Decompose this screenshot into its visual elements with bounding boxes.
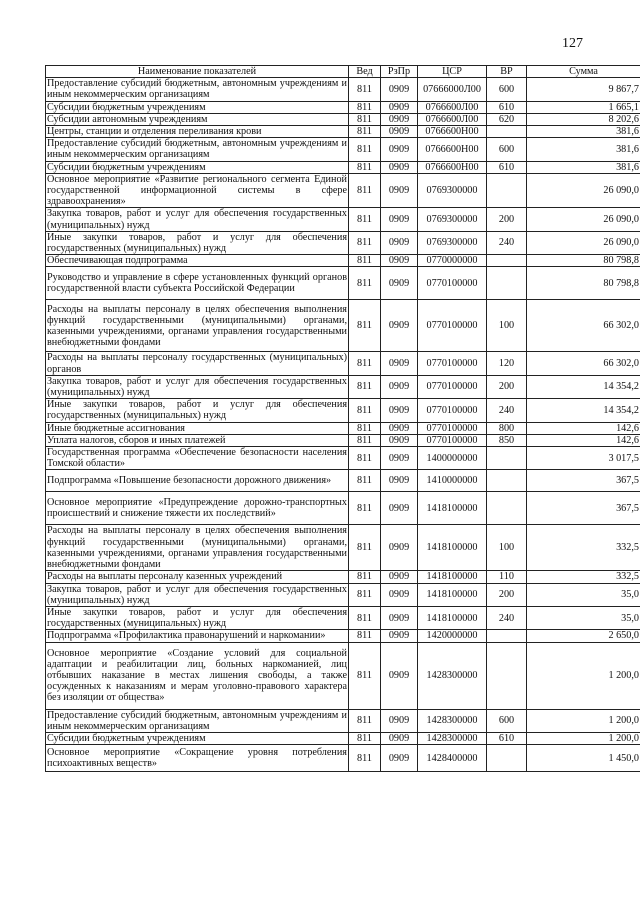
row-sum: 80 798,8 bbox=[527, 255, 640, 267]
table-row bbox=[46, 470, 640, 492]
header-vr: ВР bbox=[487, 66, 527, 78]
table-row bbox=[46, 173, 640, 208]
row-csr: 1400000000 bbox=[418, 447, 487, 470]
row-ved: 811 bbox=[349, 173, 381, 208]
row-vr: 200 bbox=[487, 375, 527, 398]
row-name: Обеспечивающая подпрограмма bbox=[46, 255, 349, 267]
row-sum: 35,0 bbox=[527, 606, 640, 629]
row-rzpr: 0909 bbox=[381, 642, 418, 709]
row-rzpr: 0909 bbox=[381, 399, 418, 422]
table-row bbox=[46, 732, 640, 744]
row-name: Основное мероприятие «Предупреждение дорожно-транспортных происшествий и снижение тяжести их последствий» bbox=[46, 492, 349, 525]
row-sum: 8 202,6 bbox=[527, 113, 640, 125]
row-ved: 811 bbox=[349, 447, 381, 470]
row-vr: 850 bbox=[487, 434, 527, 446]
table-row bbox=[46, 571, 640, 583]
row-sum: 142,6 bbox=[527, 434, 640, 446]
row-vr: 610 bbox=[487, 732, 527, 744]
row-sum: 381,6 bbox=[527, 126, 640, 138]
header-sum: Сумма bbox=[527, 66, 640, 78]
row-sum: 35,0 bbox=[527, 583, 640, 606]
row-ved: 811 bbox=[349, 583, 381, 606]
row-vr bbox=[487, 255, 527, 267]
row-vr bbox=[487, 126, 527, 138]
table-row bbox=[46, 434, 640, 446]
row-rzpr: 0909 bbox=[381, 745, 418, 772]
row-name: Иные закупки товаров, работ и услуг для обеспечения государственных (муниципальных) нужд bbox=[47, 606, 347, 630]
table-row bbox=[46, 208, 640, 231]
row-csr: 1418100000 bbox=[418, 492, 487, 525]
row-ved: 811 bbox=[349, 642, 381, 709]
table-row bbox=[46, 138, 640, 161]
row-name: Подпрограмма «Повышение безопасности дорожного движения» bbox=[46, 470, 349, 492]
row-sum: 9 867,7 bbox=[527, 78, 640, 101]
row-name: Основное мероприятие «Развитие регионального сегмента Единой государственной информационной системы в сфере здравоохранения» bbox=[47, 173, 347, 208]
row-vr bbox=[487, 267, 527, 300]
row-name: Руководство и управление в сфере установленных функций органов государственной власти субъекта Российской Федерации bbox=[46, 267, 349, 300]
row-sum: 142,6 bbox=[527, 422, 640, 434]
row-name: Центры, станции и отделения переливания крови bbox=[46, 126, 349, 138]
row-rzpr: 0909 bbox=[381, 173, 418, 208]
row-ved: 811 bbox=[349, 745, 381, 772]
row-ved: 811 bbox=[349, 470, 381, 492]
header-ved: Вед bbox=[349, 66, 381, 78]
row-ved: 811 bbox=[349, 709, 381, 732]
row-vr bbox=[487, 630, 527, 642]
table-row bbox=[46, 709, 640, 732]
row-vr: 600 bbox=[487, 709, 527, 732]
row-vr: 610 bbox=[487, 101, 527, 113]
row-name: Уплата налогов, сборов и иных платежей bbox=[46, 434, 349, 446]
table-row bbox=[46, 525, 640, 571]
row-ved: 811 bbox=[349, 267, 381, 300]
row-vr: 120 bbox=[487, 352, 527, 375]
row-ved: 811 bbox=[349, 255, 381, 267]
table-row bbox=[46, 447, 640, 470]
table-row bbox=[46, 583, 640, 606]
row-ved: 811 bbox=[349, 113, 381, 125]
row-vr: 240 bbox=[487, 399, 527, 422]
row-name: Предоставление субсидий бюджетным, автономным учреждениям и иным некоммерческим организациям bbox=[47, 138, 347, 161]
row-sum: 1 450,0 bbox=[527, 745, 640, 772]
row-rzpr: 0909 bbox=[381, 101, 418, 113]
row-ved: 811 bbox=[349, 492, 381, 525]
row-sum: 26 090,0 bbox=[527, 173, 640, 208]
row-sum: 14 354,2 bbox=[527, 375, 640, 398]
row-name: Предоставление субсидий бюджетным, автономным учреждениям и иным некоммерческим организациям bbox=[47, 709, 347, 732]
row-csr: 07666000Л00 bbox=[418, 78, 487, 101]
table-row bbox=[46, 126, 640, 138]
table-row bbox=[46, 101, 640, 113]
row-rzpr: 0909 bbox=[381, 606, 418, 629]
row-csr: 1428300000 bbox=[418, 642, 487, 709]
row-csr: 1418100000 bbox=[418, 606, 487, 629]
row-vr: 100 bbox=[487, 525, 527, 571]
row-name: Иные закупки товаров, работ и услуг для обеспечения государственных (муниципальных) нужд bbox=[47, 231, 347, 255]
table-row bbox=[46, 375, 640, 398]
row-rzpr: 0909 bbox=[381, 352, 418, 375]
row-ved: 811 bbox=[349, 101, 381, 113]
page-number: 127 bbox=[562, 36, 583, 51]
row-name: Расходы на выплаты персоналу в целях обеспечения выполнения функций государственными (муниципальными) органами, казенными учреждениями, органами управления государственными внебюджетными фондами bbox=[46, 300, 349, 352]
row-rzpr: 0909 bbox=[381, 492, 418, 525]
row-csr: 0770100000 bbox=[418, 375, 487, 398]
row-sum: 66 302,0 bbox=[527, 352, 640, 375]
row-name: Основное мероприятие «Сокращение уровня потребления психоактивных веществ» bbox=[46, 745, 349, 772]
row-sum: 14 354,2 bbox=[527, 399, 640, 422]
row-name: Закупка товаров, работ и услуг для обеспечения государственных (муниципальных) нужд bbox=[47, 583, 347, 606]
row-csr: 0766600Л00 bbox=[418, 113, 487, 125]
table-row bbox=[46, 745, 640, 772]
row-sum: 332,5 bbox=[527, 525, 640, 571]
row-rzpr: 0909 bbox=[381, 571, 418, 583]
row-rzpr: 0909 bbox=[381, 138, 418, 161]
table-row bbox=[46, 161, 640, 173]
row-sum: 1 200,0 bbox=[527, 642, 640, 709]
row-ved: 811 bbox=[349, 571, 381, 583]
row-rzpr: 0909 bbox=[381, 255, 418, 267]
table-row bbox=[46, 399, 640, 422]
row-ved: 811 bbox=[349, 78, 381, 101]
row-csr: 0766600Л00 bbox=[418, 101, 487, 113]
row-sum: 332,5 bbox=[527, 571, 640, 583]
row-rzpr: 0909 bbox=[381, 525, 418, 571]
row-ved: 811 bbox=[349, 300, 381, 352]
row-csr: 1418100000 bbox=[418, 583, 487, 606]
row-rzpr: 0909 bbox=[381, 470, 418, 492]
row-vr bbox=[487, 642, 527, 709]
row-vr bbox=[487, 173, 527, 208]
row-rzpr: 0909 bbox=[381, 709, 418, 732]
row-vr: 100 bbox=[487, 300, 527, 352]
row-name: Субсидии бюджетным учреждениям bbox=[46, 161, 349, 173]
row-name: Государственная программа «Обеспечение безопасности населения Томской области» bbox=[47, 447, 347, 470]
row-vr: 240 bbox=[487, 606, 527, 629]
row-rzpr: 0909 bbox=[381, 126, 418, 138]
row-csr: 0770100000 bbox=[418, 300, 487, 352]
row-csr: 0766600Н00 bbox=[418, 126, 487, 138]
row-csr: 1428400000 bbox=[418, 745, 487, 772]
row-name: Основное мероприятие «Создание условий для социальной адаптации и реабилитации лиц, больных наркоманией, лиц отбывших наказание в местах лишения свободы, а также осужденных к наказаниям и мерам уголовно-правового характера без изоляции от общества» bbox=[46, 642, 349, 709]
row-csr: 1428300000 bbox=[418, 732, 487, 744]
row-name: Закупка товаров, работ и услуг для обеспечения государственных (муниципальных) нужд bbox=[47, 208, 347, 231]
budget-table bbox=[45, 65, 640, 772]
table-row bbox=[46, 300, 640, 352]
table-row bbox=[46, 78, 640, 101]
row-rzpr: 0909 bbox=[381, 78, 418, 101]
table-row bbox=[46, 492, 640, 525]
row-name: Субсидии бюджетным учреждениям bbox=[46, 732, 349, 744]
row-vr: 600 bbox=[487, 138, 527, 161]
row-name: Субсидии автономным учреждениям bbox=[46, 113, 349, 125]
row-rzpr: 0909 bbox=[381, 231, 418, 254]
row-vr: 620 bbox=[487, 113, 527, 125]
row-csr: 1418100000 bbox=[418, 571, 487, 583]
row-name: Предоставление субсидий бюджетным, автономным учреждениям и иным некоммерческим организациям bbox=[47, 78, 347, 101]
row-vr bbox=[487, 492, 527, 525]
row-rzpr: 0909 bbox=[381, 161, 418, 173]
table-header-row bbox=[46, 66, 640, 78]
header-rzpr: РзПр bbox=[381, 66, 418, 78]
row-vr: 610 bbox=[487, 161, 527, 173]
row-vr: 240 bbox=[487, 231, 527, 254]
row-sum: 367,5 bbox=[527, 470, 640, 492]
row-vr: 200 bbox=[487, 208, 527, 231]
row-csr: 0770100000 bbox=[418, 267, 487, 300]
row-rzpr: 0909 bbox=[381, 422, 418, 434]
row-rzpr: 0909 bbox=[381, 447, 418, 470]
row-ved: 811 bbox=[349, 138, 381, 161]
row-sum: 381,6 bbox=[527, 138, 640, 161]
table-row bbox=[46, 642, 640, 709]
table-row bbox=[46, 422, 640, 434]
row-ved: 811 bbox=[349, 231, 381, 254]
row-sum: 2 650,0 bbox=[527, 630, 640, 642]
row-csr: 0769300000 bbox=[418, 208, 487, 231]
row-csr: 0770100000 bbox=[418, 399, 487, 422]
row-ved: 811 bbox=[349, 352, 381, 375]
row-vr: 800 bbox=[487, 422, 527, 434]
row-vr bbox=[487, 470, 527, 492]
row-sum: 381,6 bbox=[527, 161, 640, 173]
row-name: Расходы на выплаты персоналу государственных (муниципальных) органов bbox=[47, 352, 347, 375]
row-csr: 0770100000 bbox=[418, 422, 487, 434]
row-rzpr: 0909 bbox=[381, 434, 418, 446]
table-row bbox=[46, 231, 640, 254]
row-ved: 811 bbox=[349, 606, 381, 629]
row-csr: 0766600Н00 bbox=[418, 138, 487, 161]
table-row bbox=[46, 267, 640, 300]
row-rzpr: 0909 bbox=[381, 732, 418, 744]
row-sum: 1 200,0 bbox=[527, 732, 640, 744]
row-ved: 811 bbox=[349, 525, 381, 571]
row-vr: 110 bbox=[487, 571, 527, 583]
row-ved: 811 bbox=[349, 434, 381, 446]
row-rzpr: 0909 bbox=[381, 583, 418, 606]
row-rzpr: 0909 bbox=[381, 300, 418, 352]
row-name: Расходы на выплаты персоналу в целях обеспечения выполнения функций государственными (муниципальными) органами, казенными учреждениями, органами управления государственными внебюджетными фондами bbox=[47, 525, 347, 571]
header-name: Наименование показателей bbox=[46, 66, 349, 78]
row-sum: 26 090,0 bbox=[527, 208, 640, 231]
table-row bbox=[46, 630, 640, 642]
row-csr: 1428300000 bbox=[418, 709, 487, 732]
row-rzpr: 0909 bbox=[381, 208, 418, 231]
row-name: Подпрограмма «Профилактика правонарушений и наркомании» bbox=[46, 630, 349, 642]
row-ved: 811 bbox=[349, 630, 381, 642]
row-csr: 0770000000 bbox=[418, 255, 487, 267]
row-sum: 1 665,1 bbox=[527, 101, 640, 113]
row-sum: 3 017,5 bbox=[527, 447, 640, 470]
row-sum: 367,5 bbox=[527, 492, 640, 525]
row-sum: 26 090,0 bbox=[527, 231, 640, 254]
row-csr: 0770100000 bbox=[418, 434, 487, 446]
row-sum: 66 302,0 bbox=[527, 300, 640, 352]
table-row bbox=[46, 113, 640, 125]
row-csr: 0769300000 bbox=[418, 231, 487, 254]
header-csr: ЦСР bbox=[418, 66, 487, 78]
row-sum: 1 200,0 bbox=[527, 709, 640, 732]
row-ved: 811 bbox=[349, 126, 381, 138]
row-rzpr: 0909 bbox=[381, 375, 418, 398]
row-csr: 1410000000 bbox=[418, 470, 487, 492]
row-vr: 200 bbox=[487, 583, 527, 606]
row-name: Иные закупки товаров, работ и услуг для обеспечения государственных (муниципальных) нужд bbox=[47, 399, 347, 422]
row-ved: 811 bbox=[349, 422, 381, 434]
row-ved: 811 bbox=[349, 732, 381, 744]
row-sum: 80 798,8 bbox=[527, 267, 640, 300]
table-row bbox=[46, 352, 640, 375]
row-csr: 1420000000 bbox=[418, 630, 487, 642]
row-name: Субсидии бюджетным учреждениям bbox=[46, 101, 349, 113]
row-ved: 811 bbox=[349, 375, 381, 398]
row-csr: 0769300000 bbox=[418, 173, 487, 208]
row-csr: 1418100000 bbox=[418, 525, 487, 571]
row-name: Закупка товаров, работ и услуг для обеспечения государственных (муниципальных) нужд bbox=[47, 375, 347, 399]
row-vr bbox=[487, 447, 527, 470]
row-csr: 0766600Н00 bbox=[418, 161, 487, 173]
row-rzpr: 0909 bbox=[381, 630, 418, 642]
row-ved: 811 bbox=[349, 161, 381, 173]
table-row bbox=[46, 255, 640, 267]
row-vr: 600 bbox=[487, 78, 527, 101]
row-csr: 0770100000 bbox=[418, 352, 487, 375]
row-ved: 811 bbox=[349, 208, 381, 231]
row-rzpr: 0909 bbox=[381, 267, 418, 300]
row-ved: 811 bbox=[349, 399, 381, 422]
row-name: Расходы на выплаты персоналу казенных учреждений bbox=[46, 571, 349, 583]
table-row bbox=[46, 606, 640, 629]
row-vr bbox=[487, 745, 527, 772]
row-name: Иные бюджетные ассигнования bbox=[46, 422, 349, 434]
row-rzpr: 0909 bbox=[381, 113, 418, 125]
